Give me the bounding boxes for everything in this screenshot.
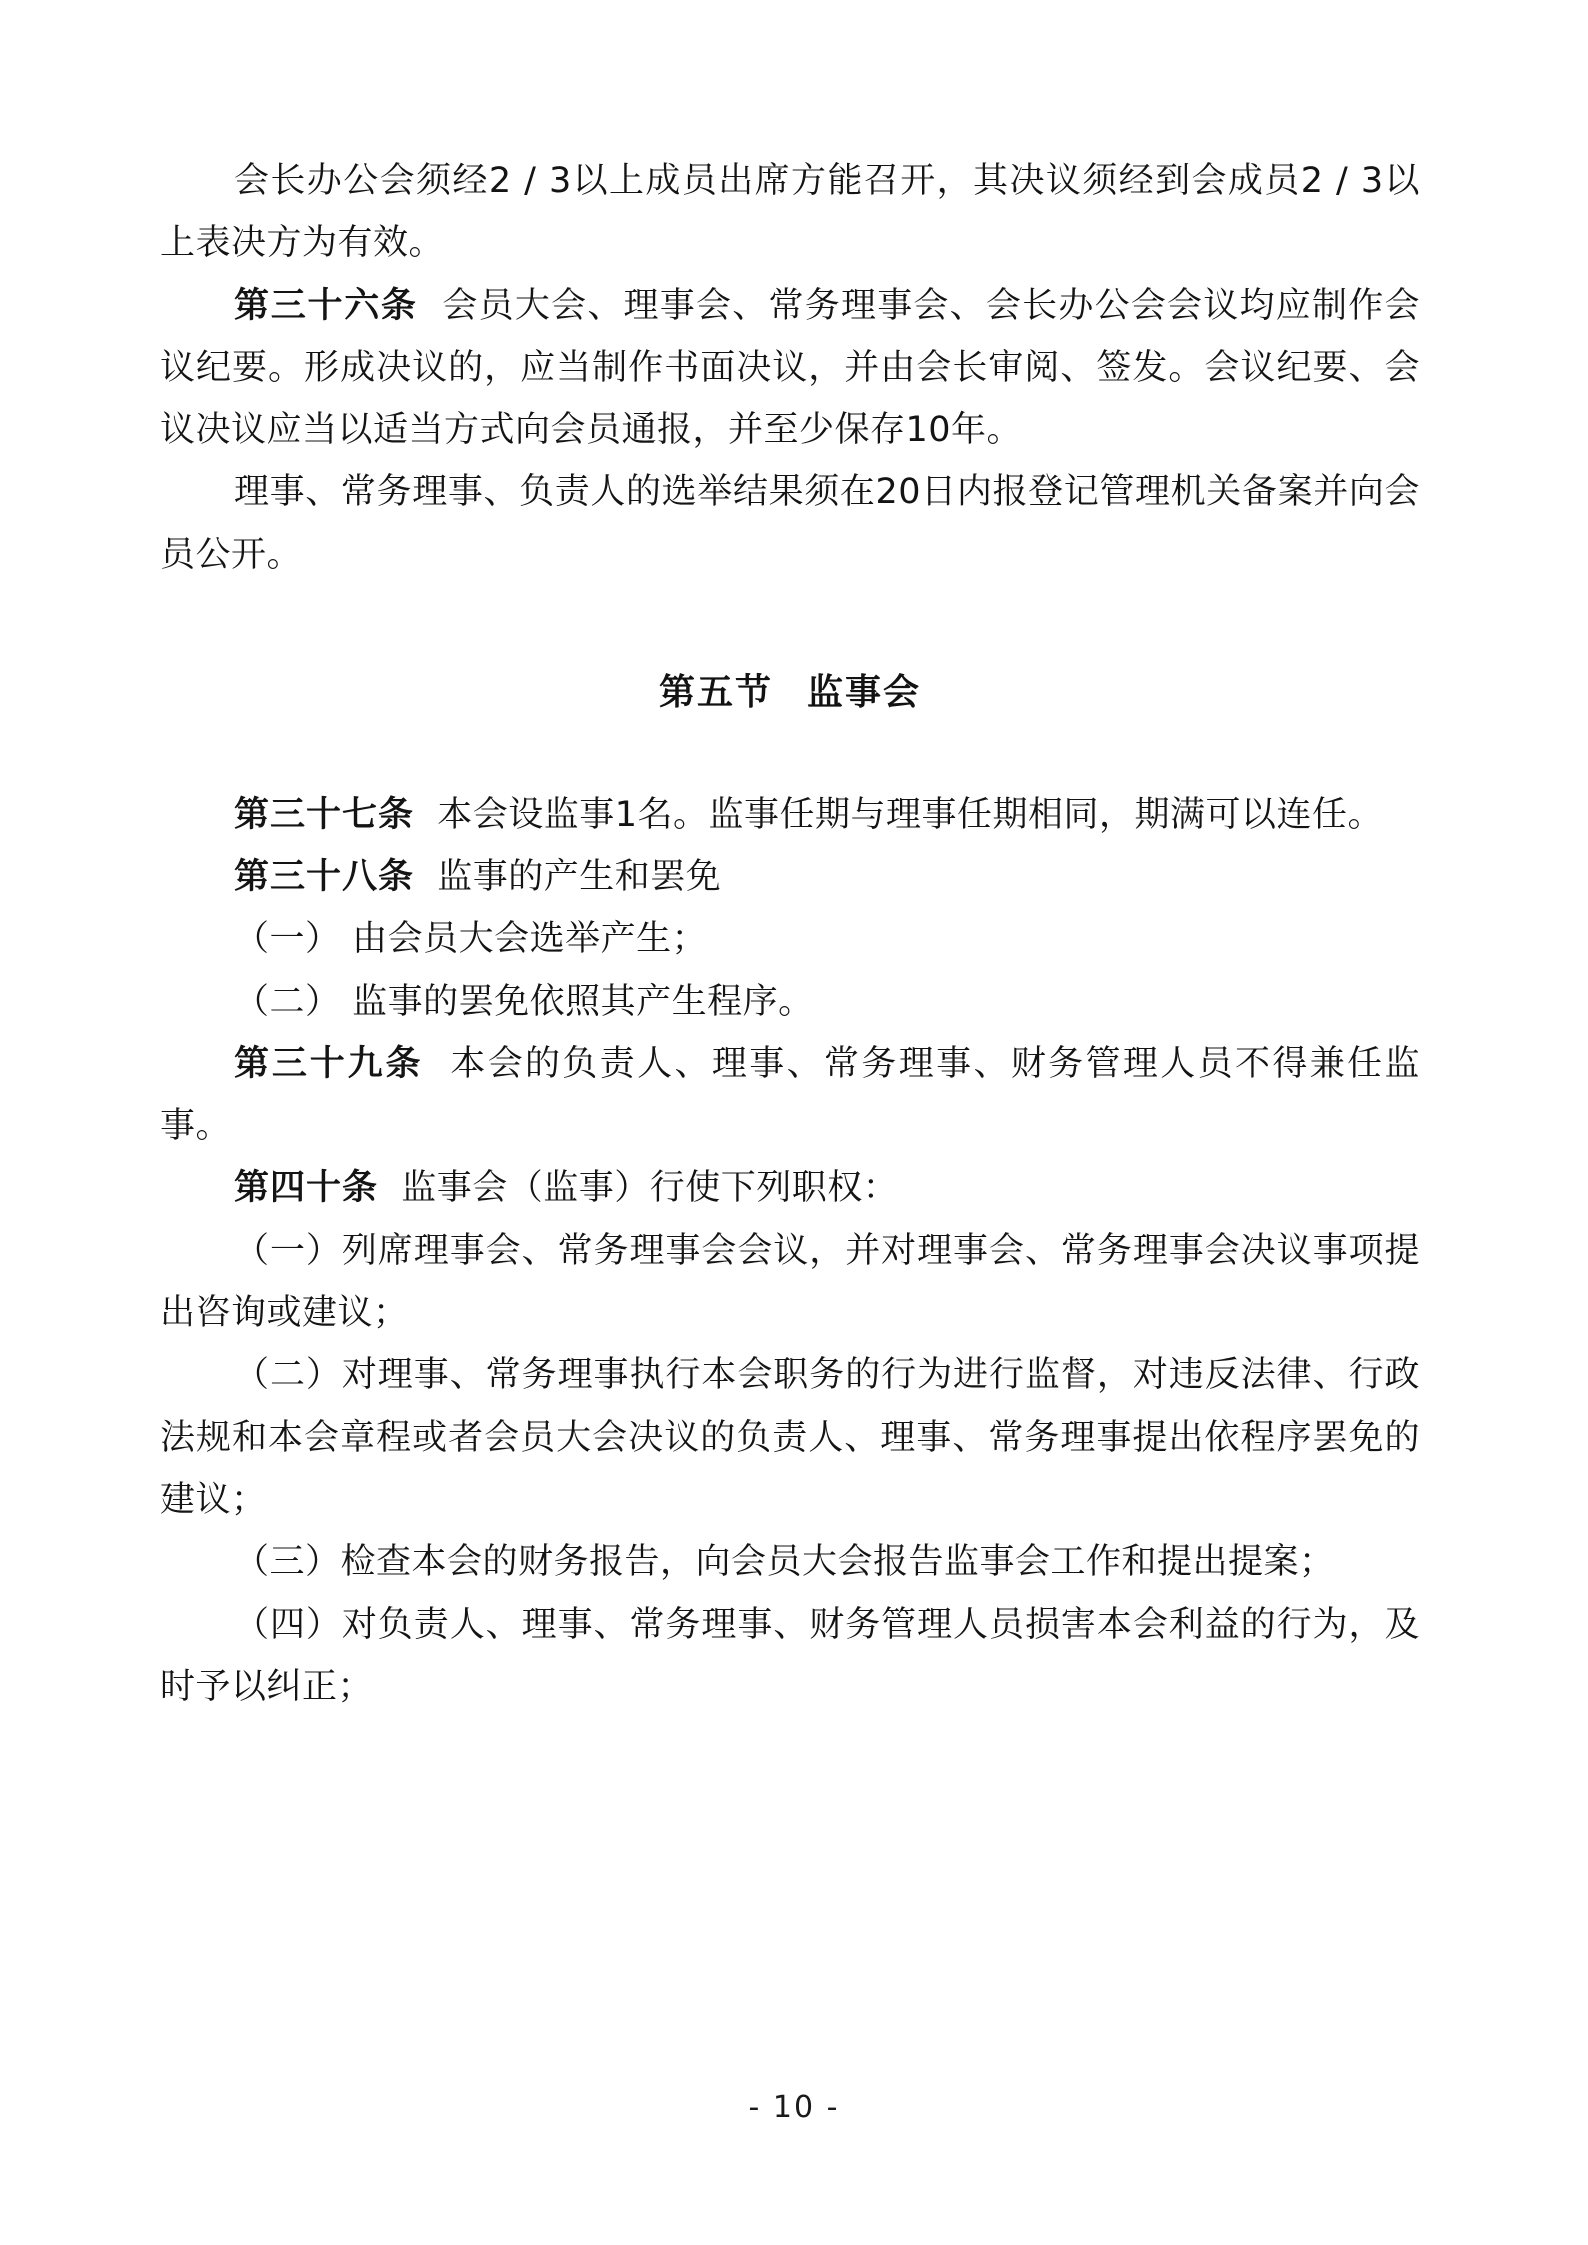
document-body bbox=[160, 150, 1420, 1718]
article-text-37: 本会设监事1名。监事任期与理事任期相同，期满可以连任。 bbox=[437, 794, 1384, 835]
paragraph-opening: 会长办公会须经2 / 3以上成员出席方能召开，其决议须经到会成员2 / 3以上表决方为有效。 bbox=[160, 161, 1420, 264]
article-text-40: 监事会（监事）行使下列职权： bbox=[401, 1168, 899, 1209]
list-item-40-1: （一）列席理事会、常务理事会会议，并对理事会、常务理事会决议事项提出咨询或建议； bbox=[160, 1230, 1420, 1334]
paragraph-article-39 bbox=[160, 1033, 1420, 1158]
article-text-36: 会员大会、理事会、常务理事会、会长办公会会议均应制作会议纪要。形成决议的，应当制作书面决议，并由会长审阅、签发。会议纪要、会议决议应当以适当方式向会员通报，并至少保存10年。 bbox=[160, 285, 1420, 451]
paragraph-election-filing: 理事、常务理事、负责人的选举结果须在20日内报登记管理机关备案并向会员公开。 bbox=[160, 472, 1420, 575]
list-item-40-4: （四）对负责人、理事、常务理事、财务管理人员损害本会利益的行为，及时予以纠正； bbox=[160, 1604, 1420, 1707]
paragraph-article-36 bbox=[160, 275, 1420, 462]
section-heading-5 bbox=[160, 664, 1420, 722]
paragraph-article-38 bbox=[160, 846, 1420, 908]
paragraph-article-37 bbox=[160, 784, 1420, 846]
article-label-36: 第三十六条 bbox=[234, 285, 418, 326]
list-item-38-1: （一） 由会员大会选举产生； bbox=[234, 919, 708, 960]
article-text-39: 本会的负责人、理事、常务理事、财务管理人员不得兼任监事。 bbox=[160, 1043, 1420, 1147]
list-item-40-2: （二）对理事、常务理事执行本会职务的行为进行监督，对违反法律、行政法规和本会章程或者会员大会决议的负责人、理事、常务理事提出依程序罢免的建议； bbox=[160, 1355, 1420, 1520]
article-label-38: 第三十八条 bbox=[234, 856, 415, 897]
article-label-40: 第四十条 bbox=[234, 1168, 379, 1209]
section-heading-title: 监事会 bbox=[807, 672, 922, 714]
section-heading-label: 第五节 bbox=[658, 672, 773, 714]
article-text-38: 监事的产生和罢免 bbox=[437, 856, 722, 897]
list-item-38-2: （二） 监事的罢免依照其产生程序。 bbox=[234, 981, 814, 1022]
page-number: - 10 - bbox=[748, 2090, 840, 2125]
article-label-39: 第三十九条 bbox=[234, 1043, 424, 1084]
article-label-37: 第三十七条 bbox=[234, 794, 415, 835]
paragraph-article-40 bbox=[160, 1157, 1420, 1219]
list-item-40-3: （三）检查本会的财务报告，向会员大会报告监事会工作和提出提案； bbox=[234, 1542, 1335, 1583]
